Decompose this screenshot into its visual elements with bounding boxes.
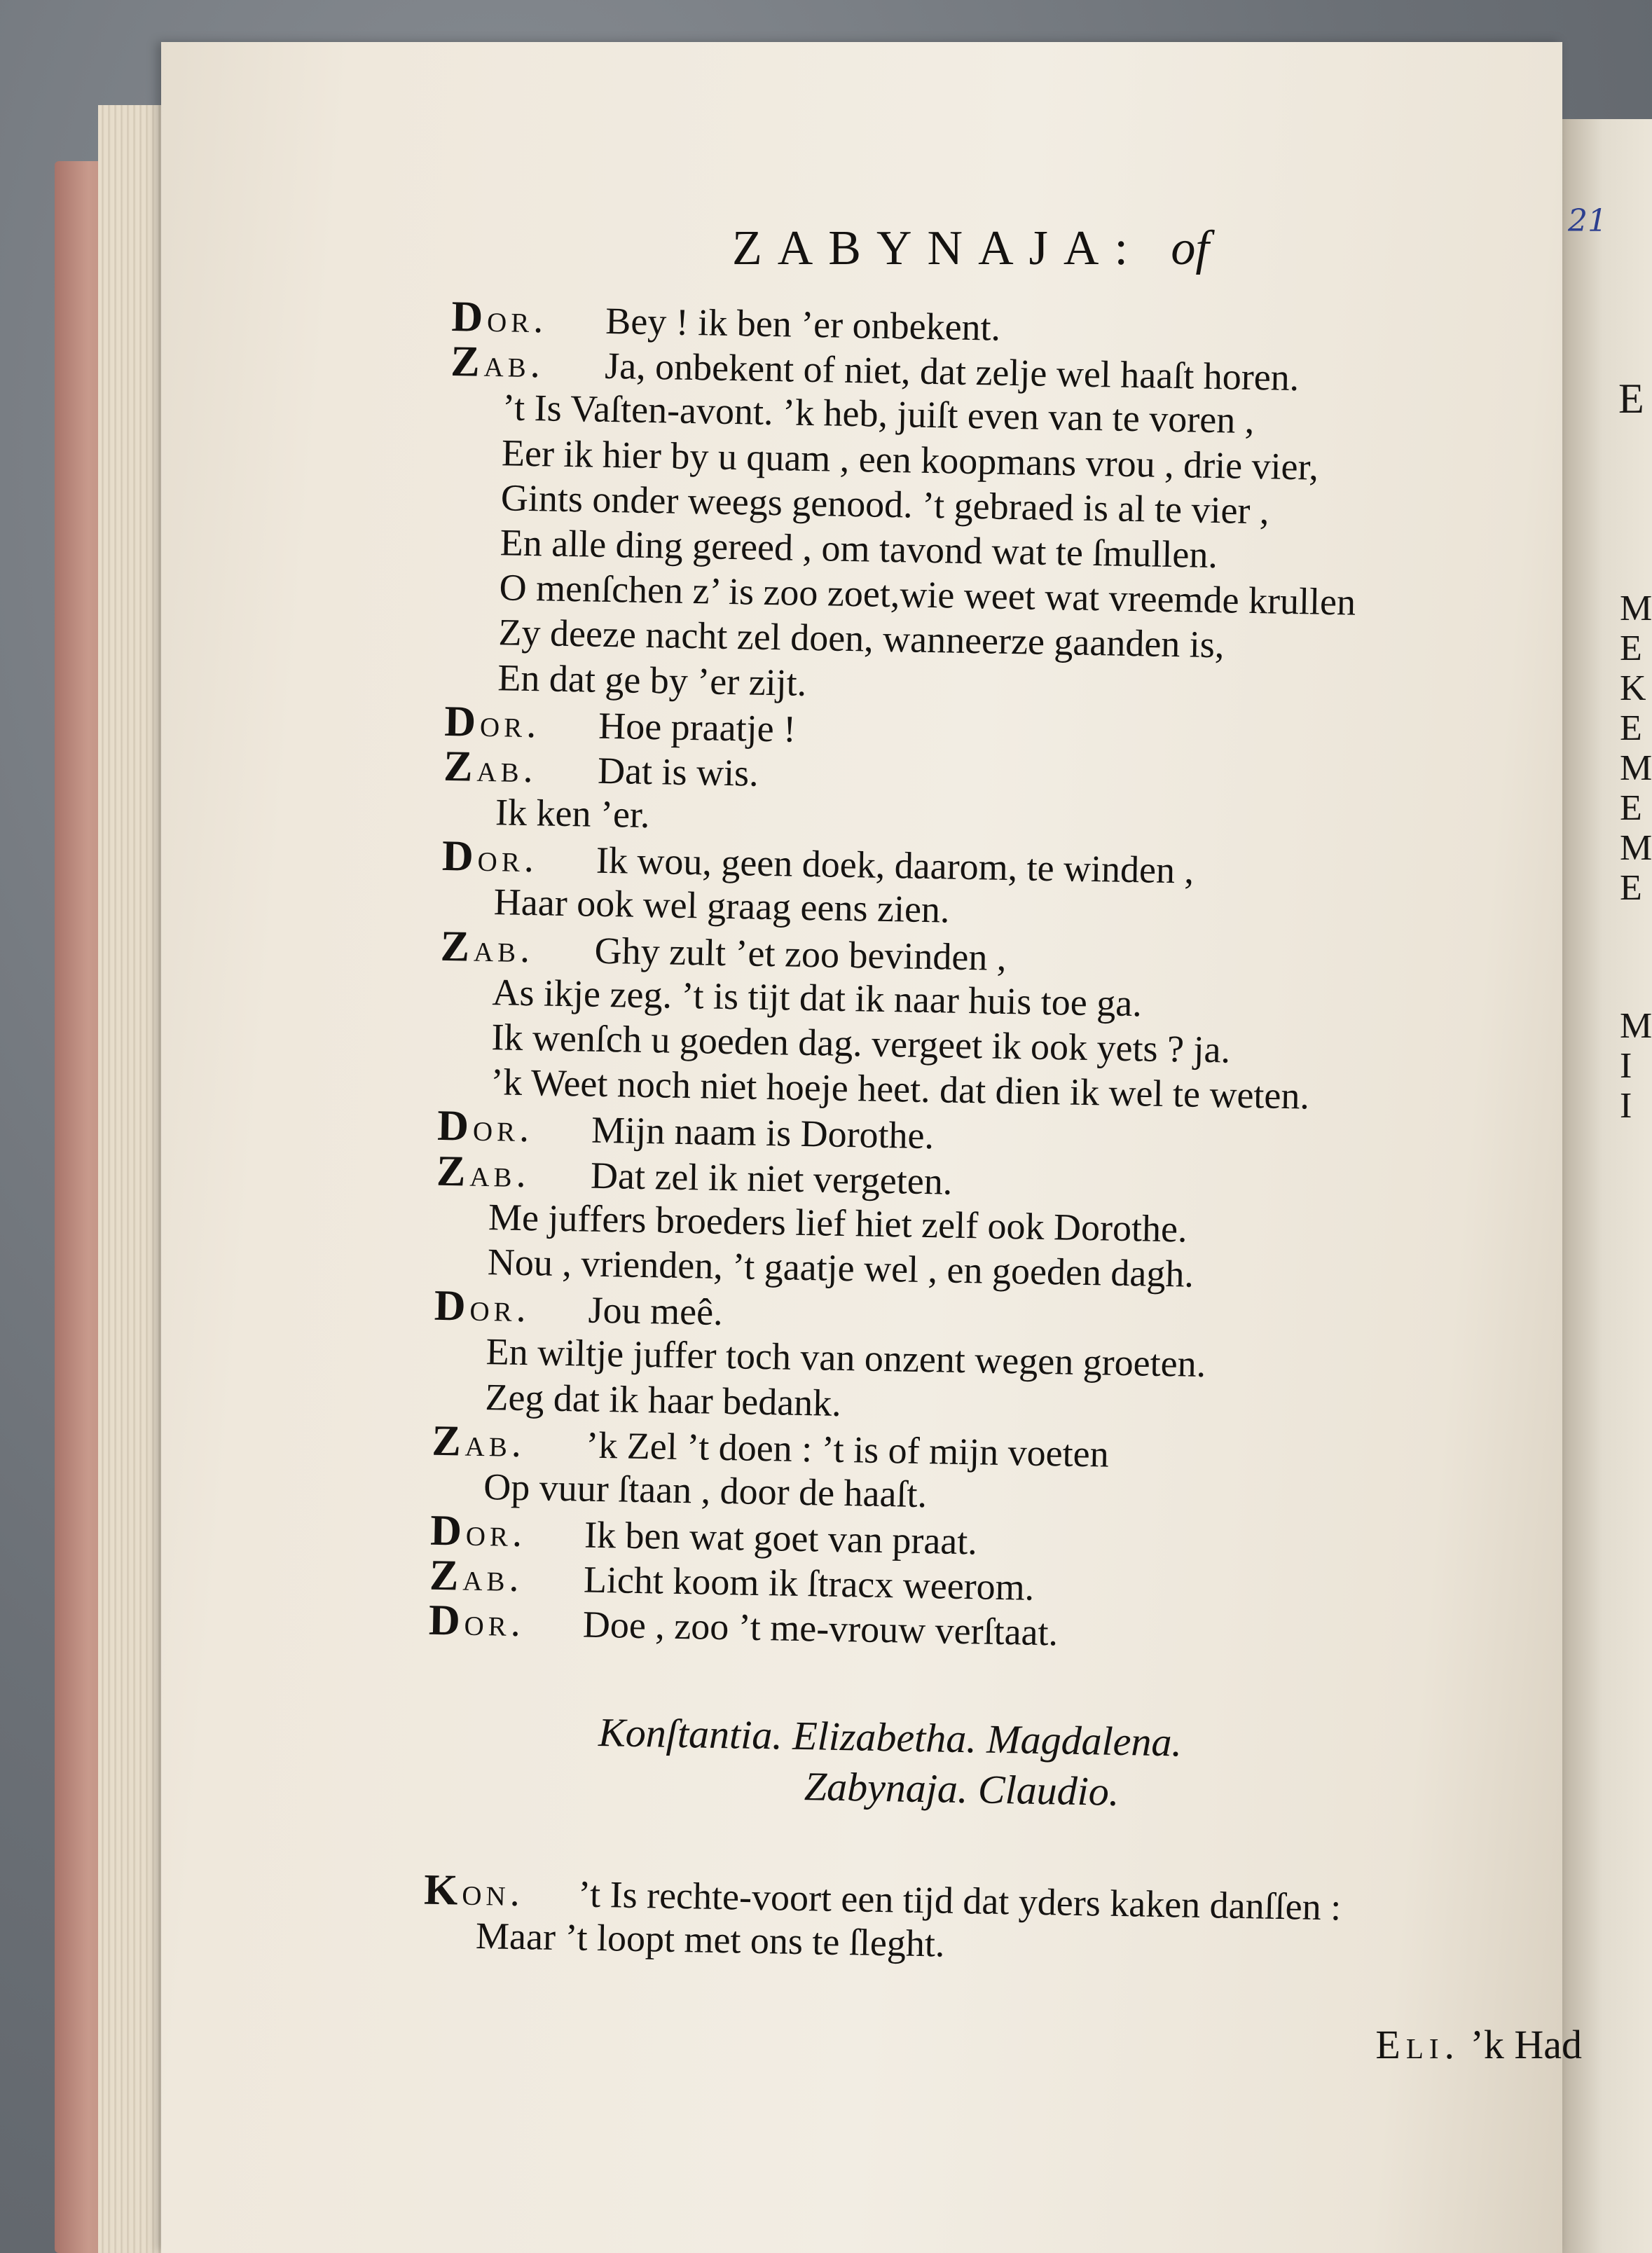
line-text: ’t Is Vaſten-avont. ’k heb, juiſt even van te voren ,: [502, 386, 1255, 442]
facing-page-letter: M: [1620, 1006, 1652, 1046]
line-text: En dat ge by ’er zijt.: [497, 656, 807, 704]
line-text: Ghy zult ’et zoo bevinden ,: [594, 929, 1007, 979]
speaker-name: Zab.: [440, 922, 535, 971]
line-text: En alle ding gereed , om tavond wat te ſmullen.: [500, 521, 1218, 577]
line-text: Nou , vrienden, ’t gaatje wel , en goeden dagh.: [487, 1241, 1195, 1295]
line-text: Ik wenſch u goeden dag. vergeet ik ook yets ? ja.: [490, 1016, 1231, 1071]
dialogue-block: [428, 294, 1565, 1662]
line-text: ’t Is rechte-voort een tijd dat yders kaken danſſen :: [577, 1873, 1342, 1929]
facing-page-letter: M: [1620, 748, 1652, 788]
speaker-name: Zab.: [429, 1551, 524, 1601]
facing-page-letter: M: [1620, 588, 1652, 628]
line-text: Doe , zoo ’t me-vrouw verſtaat.: [582, 1603, 1059, 1654]
line-text: Ik ben wat goet van praat.: [584, 1513, 978, 1563]
line-text: As ikje zeg. ’t is tijt dat ik naar huis toe ga.: [492, 970, 1143, 1025]
facing-page-letter: I: [1620, 1086, 1632, 1126]
line-text: Bey ! ik ben ’er onbekent.: [605, 299, 1001, 349]
facing-page-letter: E: [1620, 708, 1642, 748]
line-text: Gints onder weegs genood. ’t gebraed is al te vier ,: [500, 476, 1270, 532]
line-text: Zeg dat ik haar bedank.: [485, 1375, 842, 1424]
speaker-name: Dor.: [441, 832, 539, 881]
running-header: [732, 221, 1209, 277]
facing-page-letter: K: [1620, 668, 1646, 708]
facing-page-letter: E: [1620, 628, 1642, 668]
catchword-speaker: Eli.: [1375, 2022, 1461, 2067]
line-text: Mijn naam is Dorothe.: [591, 1109, 935, 1157]
speaker-name: Dor.: [450, 293, 548, 342]
line-text: ’k Weet noch niet hoeje heet. dat dien ik wel te weten.: [490, 1061, 1310, 1117]
line-text: Jou meê.: [588, 1288, 724, 1334]
line-text: ’k Zel ’t doen : ’t is of mijn voeten: [585, 1424, 1110, 1475]
line-text: Zy deeze nacht zel doen, wanneerze gaanden is,: [498, 611, 1225, 666]
line-text: Ik ken ’er.: [495, 791, 651, 836]
facing-page-letter: M: [1620, 828, 1652, 868]
line-text: Op vuur ſtaan , door de haaſt.: [483, 1465, 928, 1515]
cast-line-2: Zabynaja. Claudio.: [804, 1763, 1120, 1814]
line-text: Licht koom ik ſtracx weerom.: [583, 1558, 1035, 1609]
running-header-suffix: of: [1171, 221, 1209, 275]
line-text: Maar ’t loopt met ons te ſleght.: [475, 1914, 945, 1965]
facing-page-gap: [1620, 908, 1652, 1006]
play-text: [423, 294, 1566, 1976]
line-text: Haar ook wel graag eens zien.: [493, 881, 950, 931]
facing-page-letter: I: [1620, 1046, 1632, 1086]
line-text: Dat is wis.: [597, 749, 759, 794]
speaker-name: Dor.: [434, 1281, 531, 1331]
cast-list: [425, 1704, 1541, 1825]
cast-line-1: Konſtantia. Elizabetha. Magdalena.: [598, 1709, 1183, 1765]
speaker-name: Kon.: [423, 1866, 525, 1915]
speaker-name: Dor.: [436, 1102, 534, 1151]
line-text: Me juffers broeders lief hiet zelf ook Dorothe.: [488, 1195, 1188, 1250]
facing-page-letter: E: [1620, 788, 1642, 828]
facing-page-letter: E: [1620, 868, 1642, 908]
speaker-name: Zab.: [436, 1147, 531, 1196]
line-text: Eer ik hier by u quam , een koopmans vrou , drie vier,: [501, 431, 1319, 488]
line-text: Ik wou, geen doek, daarom, te winden ,: [596, 839, 1195, 892]
facing-page-heading-letter: E: [1618, 376, 1644, 422]
ink-page-mark: 21: [1568, 203, 1607, 239]
speaker-name: Zab.: [431, 1417, 526, 1466]
line-text: En wiltje juffer toch van onzent wegen groeten.: [486, 1330, 1206, 1386]
line-text: Hoe praatje !: [598, 704, 797, 750]
catchword-text: ’k Had: [1470, 2022, 1582, 2067]
speaker-name: Zab.: [443, 742, 538, 792]
speaker-name: Zab.: [450, 338, 545, 387]
line-text: O menſchen z’ is zoo zoet,wie weet wat vreemde krullen: [499, 566, 1356, 623]
speaker-name: Dor.: [428, 1597, 525, 1646]
line-text: Ja, onbekent of niet, dat zelje wel haaſt horen.: [604, 345, 1300, 399]
speaker-name: Dor.: [443, 697, 541, 746]
speaker-name: Dor.: [429, 1506, 527, 1556]
catchword: [1375, 2021, 1582, 2068]
running-header-title: ZABYNAJA:: [732, 221, 1143, 275]
facing-page-letters: [1620, 588, 1652, 1126]
facing-page: [1562, 119, 1652, 2253]
line-text: Dat zel ik niet vergeten.: [590, 1154, 953, 1203]
